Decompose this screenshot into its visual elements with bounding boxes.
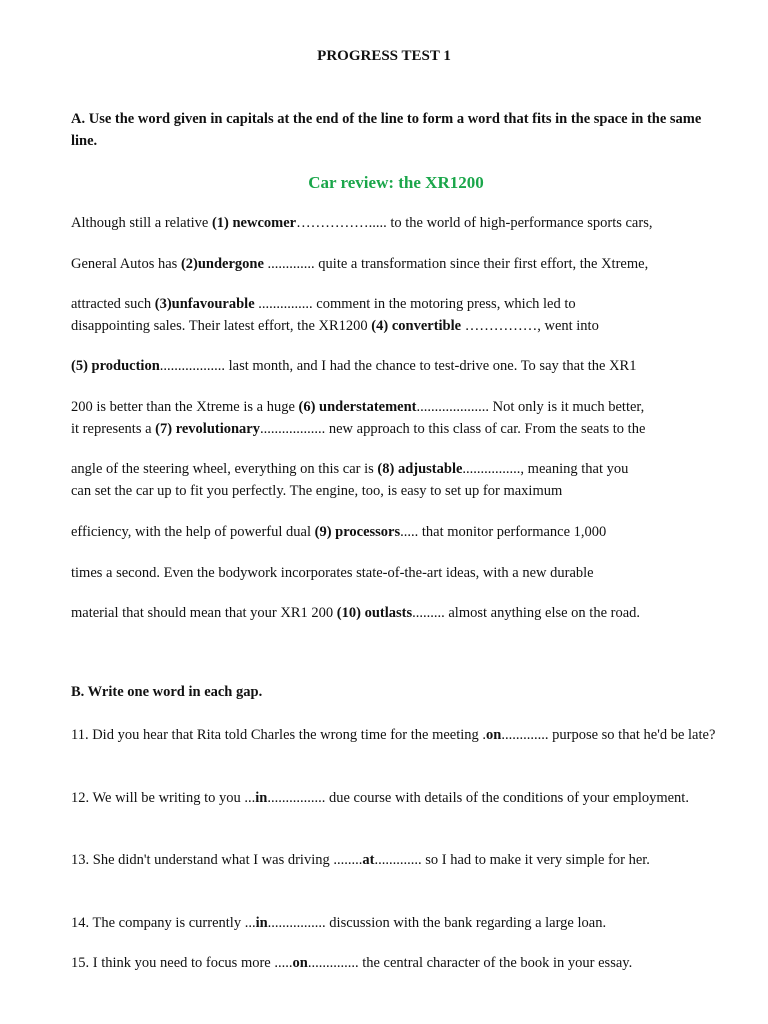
passage-line — [71, 524, 606, 541]
item-text: ............. purpose so that he'd be late? — [501, 727, 716, 743]
passage-text: efficiency, with the help of powerful dual — [71, 524, 315, 540]
answer-word: (5) production — [71, 358, 160, 374]
item-text: .............. the central character of the book in your essay. — [307, 955, 633, 971]
passage-text: ……………, went into — [461, 318, 599, 334]
passage-line — [71, 318, 599, 335]
passage-text: Although still a relative — [71, 215, 212, 231]
passage-line — [71, 215, 652, 232]
section-b-instruction: B. Write one word in each gap. — [71, 684, 263, 700]
passage-text: General Autos has — [71, 256, 181, 272]
passage-text: disappointing sales. Their latest effort, the XR1200 — [71, 318, 372, 334]
gap-fill-item — [71, 912, 723, 934]
passage-line — [71, 399, 644, 416]
passage-line — [71, 565, 594, 582]
passage-text: ……………..... to the world of high-performance sports cars, — [296, 215, 653, 231]
answer-word: at — [362, 852, 375, 868]
passage-line — [71, 421, 645, 438]
passage-text: can set the car up to fit you perfectly. The engine, too, is easy to set up for maximum — [71, 483, 563, 499]
item-text: 13. She didn't understand what I was driving ........ — [71, 852, 363, 868]
passage-text: times a second. Even the bodywork incorporates state-of-the-art ideas, with a new durable — [71, 565, 594, 581]
section-a-heading: Car review: the XR1200 — [308, 173, 484, 192]
passage-text: ................, meaning that you — [462, 461, 629, 477]
answer-word: on — [292, 955, 308, 971]
answer-word: in — [255, 915, 268, 931]
item-text: 14. The company is currently ... — [71, 915, 256, 931]
answer-word: (2)undergone — [180, 256, 264, 272]
answer-word: (6) understatement — [298, 399, 417, 415]
passage-text: ..... that monitor performance 1,000 — [400, 524, 607, 540]
passage-text: .................. last month, and I had the chance to test-drive one. To say that the XR1 — [159, 358, 637, 374]
answer-word: (10) outlasts — [336, 605, 413, 621]
passage-line — [71, 461, 628, 478]
gap-fill-item — [71, 849, 723, 871]
item-text: ............. so I had to make it very simple for her. — [374, 852, 650, 868]
page-title: PROGRESS TEST 1 — [317, 48, 451, 64]
passage-text: .................... Not only is it much better, — [416, 399, 645, 415]
passage-text: angle of the steering wheel, everything on this car is — [71, 461, 378, 477]
item-text: ................ due course with details of the conditions of your employment. — [267, 790, 689, 806]
answer-word: in — [255, 790, 268, 806]
gap-fill-item — [71, 787, 723, 809]
passage-line — [71, 483, 562, 500]
gap-fill-item — [71, 724, 723, 746]
passage-text: ............. quite a transformation since their first effort, the Xtreme, — [263, 256, 649, 272]
answer-word: on — [486, 727, 502, 743]
item-text: 11. Did you hear that Rita told Charles the wrong time for the meeting . — [71, 727, 487, 743]
passage-text: ............... comment in the motoring press, which led to — [254, 296, 576, 312]
passage-text: ......... almost anything else on the road. — [412, 605, 641, 621]
answer-word: (4) convertible — [371, 318, 462, 334]
answer-word: (7) revolutionary — [155, 421, 260, 437]
passage-text: 200 is better than the Xtreme is a huge — [71, 399, 299, 415]
passage-text: it represents a — [71, 421, 156, 437]
answer-word: (1) newcomer — [211, 215, 297, 231]
gap-fill-item — [71, 952, 723, 974]
answer-word: (9) processors — [314, 524, 401, 540]
passage-text: material that should mean that your XR1 200 — [71, 605, 337, 621]
item-text: 12. We will be writing to you ... — [71, 790, 256, 806]
passage-text: .................. new approach to this class of car. From the seats to the — [260, 421, 646, 437]
section-a-instruction: A. Use the word given in capitals at the end of the line to form a word that fits in the space in the same line. — [71, 111, 702, 149]
answer-word: (8) adjustable — [377, 461, 463, 477]
item-text: ................ discussion with the bank regarding a large loan. — [267, 915, 607, 931]
passage-text: attracted such — [71, 296, 155, 312]
passage-line — [71, 605, 640, 622]
item-text: 15. I think you need to focus more ..... — [71, 955, 293, 971]
answer-word: (3)unfavourable — [154, 296, 255, 312]
passage-line — [71, 296, 576, 313]
passage-line — [71, 358, 636, 375]
passage-line — [71, 256, 648, 273]
